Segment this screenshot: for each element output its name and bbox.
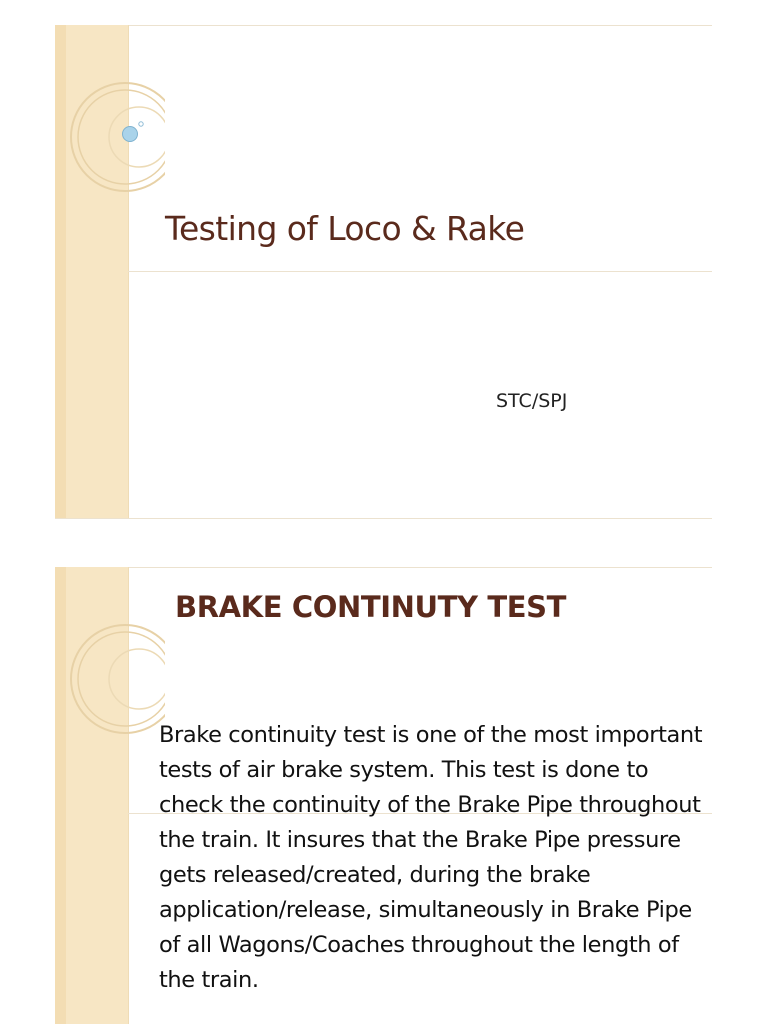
slide-content — [55, 567, 712, 1024]
title-divider — [128, 271, 712, 272]
small-bubble-icon — [139, 122, 143, 126]
slide-title-heading: Testing of Loco & Rake — [165, 209, 525, 248]
decorative-swirl-icon — [55, 567, 165, 767]
slide-bottom-border — [55, 518, 712, 519]
slide-subtitle: STC/SPJ — [496, 390, 568, 412]
slide-body-text: Brake continuity test is one of the most important tests of air brake system. This test is done to check the continuity of the Brake Pipe throughout the train. It insures that the Brake Pipe pressure gets released/created, during the brake application/release, simultaneously in Brake Pipe of all Wagons/Coaches throughout the length of the train. — [159, 722, 703, 993]
slide-title — [55, 25, 712, 519]
decorative-swirl-icon — [55, 25, 165, 225]
bubble-icon — [123, 127, 138, 142]
slide-content-heading: BRAKE CONTINUTY TEST — [175, 590, 566, 624]
